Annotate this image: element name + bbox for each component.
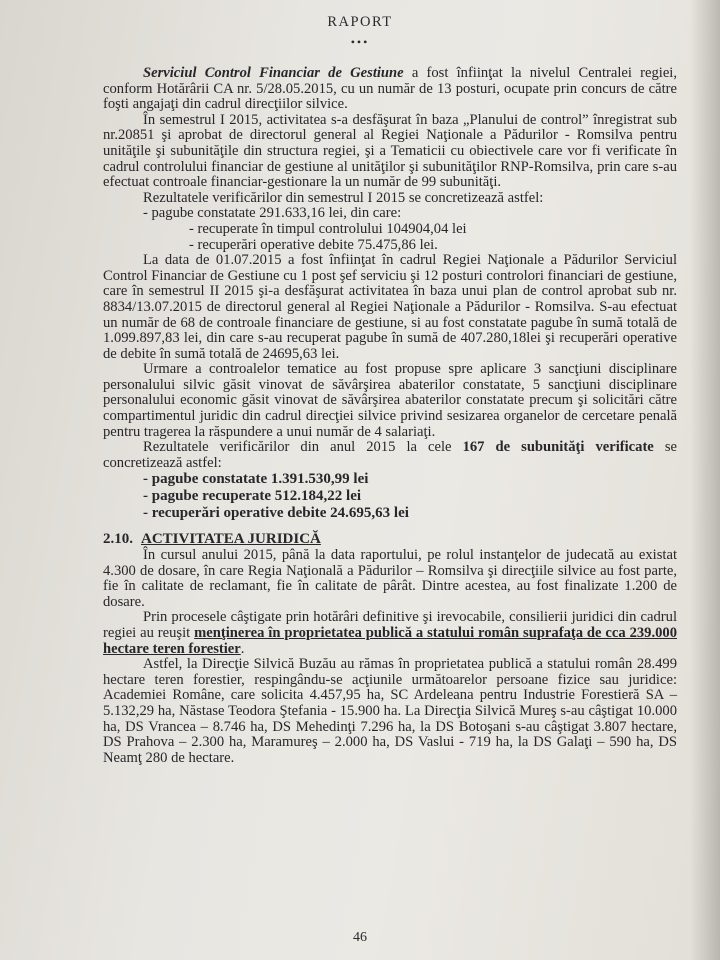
page-header-title: RAPORT [327,14,393,30]
paragraph-text: Rezultatele verificărilor din anul 2015 la cele [143,439,463,456]
paragraph-text: a fost înfiinţat la nivelul Centralei regiei, conform Hotărârii CA nr. 5/28.05.2015, cu un număr de 13 posturi, ocupate prin concurs de către foşti angajaţi din cadrul direcţiilor silvice. [103,65,677,113]
paragraph-court-cases: În cursul anului 2015, până la data raportului, pe rolul instanţelor de judecată au existat 4.300 de dosare, în care Regia Naţională a Pădurilor – Romsilva şi direcţiile silvice au fost parte, fie în calitate de reclamant, fie în calitate de pârât. Dintre acestea, au fost finalizate 1.200 de dosare. [103,547,677,610]
paragraph-buzau-details: Astfel, la Direcţie Silvică Buzău au rămas în proprietatea publică a statului român 28.499 hectare teren forestier, respingându-se acţiunile următoarelor persoane fizice sau juridice: Academiei Române, care solicita 4.457,95 ha, SC Ardeleana pentru Industrie Forestieră SA – 5.132,29 ha, Năstase Teodora Ştefania - 15.900 ha. La Direcţia Silvică Mureş s-au câştigat 10.000 ha, DS Vrancea – 8.746 ha, DS Mehedinţi 7.296 ha, la DS Botoşani s-au câştigat 3.807 hectare, DS Prahova – 2.300 ha, Maramureş – 2.000 ha, DS Vaslui - 719 ha, la DS Galaţi – 590 ha, DS Neamţ 280 de hectare. [103,656,677,766]
list-item-recovered: - recuperate în timpul controlului 104904,04 lei [189,220,467,237]
section-title: ACTIVITATEA JURIDICĂ [141,531,321,548]
paragraph-sanctions: Urmare a controalelor tematice au fost propuse spre aplicare 3 sancţiuni disciplinare personalului silvic găsit vinovat de săvârşirea abaterilor constatate, 5 sancţiuni disciplinare personalului economic găsit vinovat de săvârşirea abaterilor constatate precum şi solicitări către compartimentul juridic din cadrul direcţiei silvice privind sesizarea organelor de cercetare penală pentru tragerea la răspundere a unui număr de 4 salariaţi. [103,361,677,440]
list-item-operative: - recuperări operative debite 75.475,86 lei. [189,236,438,253]
summary-operative-recoveries: - recuperări operative debite 24.695,63 lei [143,505,409,522]
page-edge-shadow [690,0,720,960]
paragraph-text: . [240,640,245,657]
section-number: 2.10. [103,531,133,548]
page-number: 46 [353,930,367,945]
report-body [103,66,677,766]
paragraph-semester-one: În semestrul I 2015, activitatea s-a desfăşurat în baza „Planului de control” înregistrat sub nr.20851 şi aprobat de directorul general al Regiei Naţionale a Pădurilor - Romsilva pentru unităţile şi subunităţile din structura regiei, şi a Tematicii cu obiectivele care vor fi verificate în cadrul controlului financiar de gestiune al unităţilor şi subunităţilor RNP-Romsilva, prin care s-au efectuat controale financiar-gestionare la un număr de 99 subunităţi. [103,111,677,191]
summary-damages-recovered: - pagube recuperate 512.184,22 lei [143,488,362,505]
paragraph-won-cases [103,610,677,657]
paragraph-results-intro: Rezultatele verificărilor din semestrul I 2015 se concretizează astfel: [143,189,544,206]
section-heading [103,532,677,548]
paragraph-text: se concretizează astfel: [103,439,677,471]
retained-land-highlight: menţinerea în proprietatea publică a statului român suprafaţa de cca 239.000 hectare teren forestier [103,625,677,657]
subunits-count: 167 de subunităţi verificate [462,439,654,456]
paragraph-text: Prin procesele câştigate prin hotărâri definitive şi irevocabile, consilierii juridici din cadrul regiei au reuşit [103,609,677,641]
header-ornament: ••• [350,35,370,49]
service-name: Serviciul Control Financiar de Gestiune [143,65,404,81]
summary-damages-found: - pagube constatate 1.391.530,99 lei [143,471,369,488]
paragraph-annual-results [103,440,677,471]
paragraph-semester-two: La data de 01.07.2015 a fost înfiinţat în cadrul Regiei Naţionale a Pădurilor Serviciul Control Financiar de Gestiune cu 1 post şef serviciu şi 12 posturi controlori financiari de gestiune, care în semestrul II 2015 şi-a desfăşurat activitatea în baza unui plan de control aprobat sub nr. 8834/13.07.2015 de directorul general al Regiei Naţionale a Pădurilor - Romsilva. S-au efectuat un număr de 68 de controale financiare de gestiune, si au fost constatate pagube în sumă totală de 1.099.897,83 lei, din care s-au recuperat pagube în sumă de 407.280,18lei şi recuperări operative de debite în sumă totală de 24695,63 lei. [103,252,677,362]
paragraph-service-founded [103,66,677,113]
list-item-damages: - pagube constatate 291.633,16 lei, din care: [143,205,402,222]
